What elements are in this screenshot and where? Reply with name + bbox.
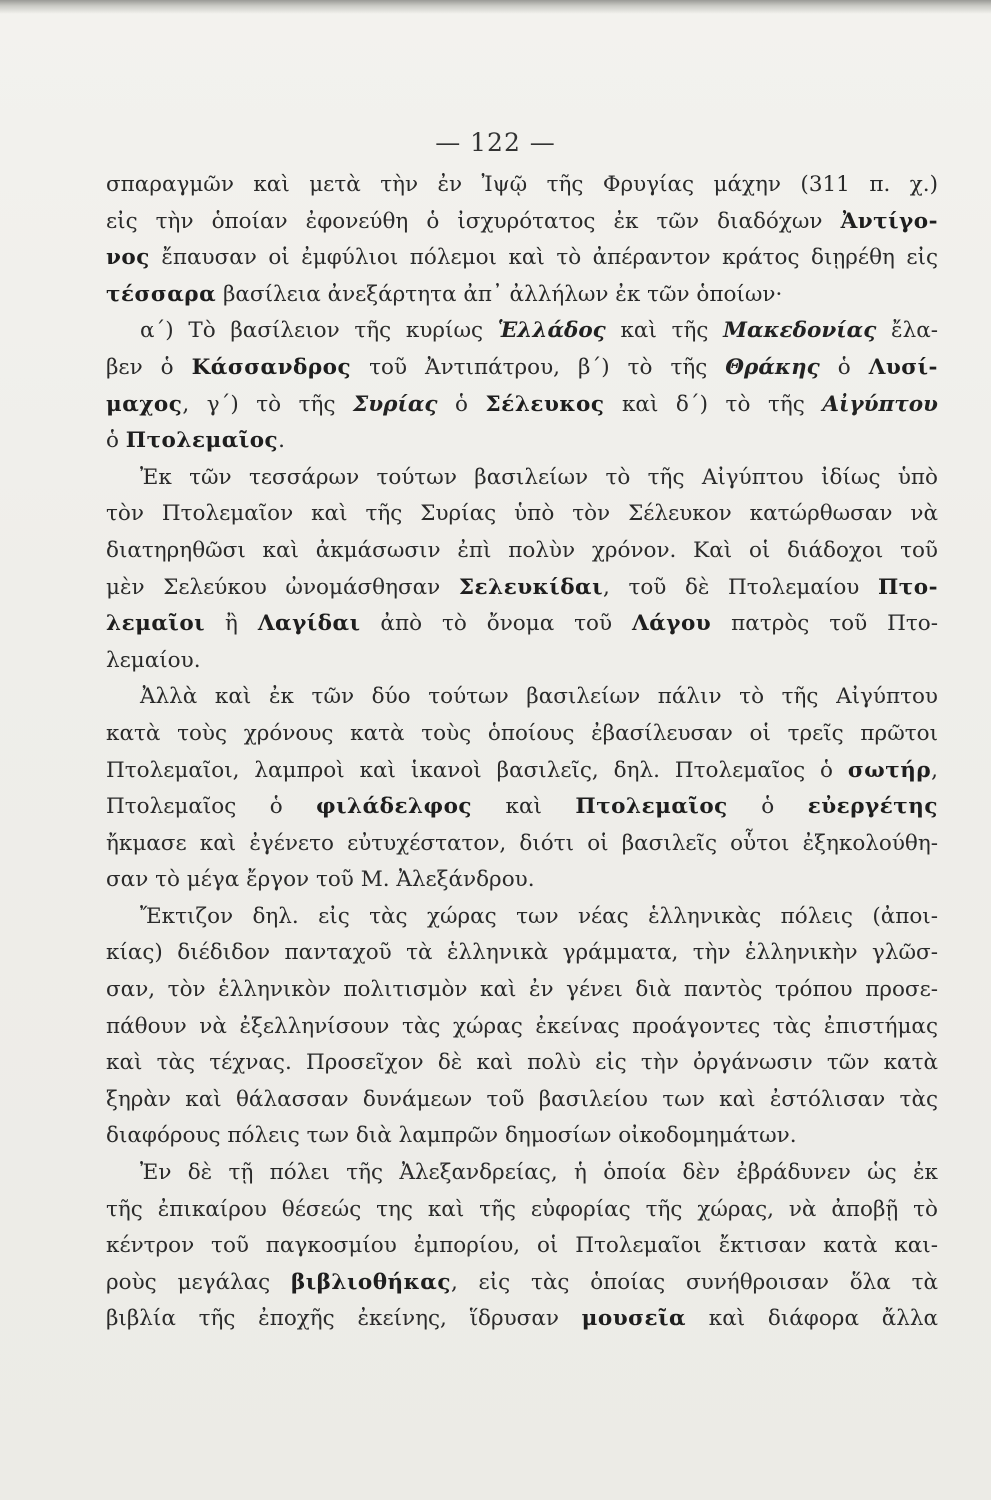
bold-term: μαχος <box>106 391 183 417</box>
text-run: τὸν Πτολεμαῖον καὶ τῆς Συρίας ὑπὸ τὸν Σέλευκον κατώρθωσαν νὰ <box>106 501 938 527</box>
text-run: πάθουν νὰ ἐξελληνίσουν τὰς χώρας ἐκείνας προάγοντες τὰς ἐπιστήμας <box>106 1013 938 1039</box>
bold-term: Λαγίδαι <box>257 611 361 637</box>
body-text <box>106 167 938 1338</box>
text-line <box>106 1155 938 1192</box>
text-line <box>106 1082 938 1119</box>
text-line <box>106 1045 938 1082</box>
text-run: τοῦ Ἀντιπάτρου, β΄) τὸ τῆς <box>351 354 726 380</box>
text-line <box>106 240 938 277</box>
text-run: ροὺς μεγάλας <box>106 1269 291 1295</box>
page-top-edge <box>0 0 991 14</box>
text-run: α΄) Τὸ βασίλειον τῆς κυρίως <box>140 318 498 344</box>
text-run: ὁ <box>727 794 808 820</box>
text-run: , εἰς τὰς ὁποίας συνήθροισαν ὅλα τὰ <box>450 1269 938 1295</box>
bold-term: Λάγου <box>632 611 712 637</box>
text-run: ξηρὰν καὶ θάλασσαν δυνάμεων τοῦ βασιλείου των καὶ ἐστόλισαν τὰς <box>106 1086 938 1112</box>
page-number: — 122 — <box>435 128 556 157</box>
italic-term: Μακεδονίας <box>723 318 877 344</box>
text-line <box>106 313 938 350</box>
text-run: , γ΄) τὸ τῆς <box>182 391 354 417</box>
bold-term: τέσσαρα <box>106 281 217 307</box>
text-run: διαφόρους πόλεις των διὰ λαμπρῶν δημοσίων οἰκοδομημάτων. <box>106 1123 797 1149</box>
text-line <box>106 277 938 314</box>
text-line <box>106 350 938 387</box>
text-line <box>106 167 938 204</box>
text-run: , τοῦ δὲ Πτολεμαίου <box>603 574 878 600</box>
text-line <box>106 570 938 607</box>
text-run: Ἔκτιζον δηλ. εἰς τὰς χώρας των νέας ἑλληνικὰς πόλεις (ἀποι- <box>140 903 938 929</box>
bold-term: μουσεῖα <box>581 1306 687 1332</box>
text-line <box>106 679 938 716</box>
bold-term: Σέλευκος <box>485 391 605 417</box>
italic-term: Συρίας <box>353 391 438 417</box>
text-run: σαν, τὸν ἑλληνικὸν πολιτισμὸν καὶ ἐν γένει διὰ παντὸς τρόπου προσε- <box>106 977 938 1003</box>
text-line <box>106 204 938 241</box>
text-run: καὶ <box>472 794 576 820</box>
text-run: ἤκμασε καὶ ἐγένετο εὐτυχέστατον, διότι οἱ βασιλεῖς οὗτοι ἐξηκολούθη- <box>106 830 938 856</box>
text-run: καὶ τὰς τέχνας. Προσεῖχον δὲ καὶ πολὺ εἰς τὴν ὀργάνωσιν τῶν κατὰ <box>106 1050 938 1076</box>
text-run: βεν ὁ <box>106 354 192 380</box>
text-run: , <box>931 757 938 783</box>
text-line <box>106 1118 938 1155</box>
text-run: μὲν Σελεύκου ὠνομάσθησαν <box>106 574 459 600</box>
text-run: βιβλία τῆς ἐποχῆς ἐκείνης, ἵδρυσαν <box>106 1306 582 1332</box>
text-run: ὁ <box>437 391 486 417</box>
text-line <box>106 899 938 936</box>
bold-term: Πτο- <box>877 574 938 600</box>
paragraph <box>106 460 938 680</box>
text-line <box>106 1192 938 1229</box>
text-line <box>106 533 938 570</box>
text-line <box>106 789 938 826</box>
text-run: ἀπὸ τὸ ὄνομα τοῦ <box>360 611 633 637</box>
text-line <box>106 387 938 424</box>
italic-term: Ἑλλάδος <box>497 318 606 344</box>
paragraph <box>106 899 938 1155</box>
text-run: ὁ <box>106 428 126 454</box>
text-line <box>106 496 938 533</box>
text-line <box>106 1009 938 1046</box>
paragraph <box>106 1155 938 1338</box>
text-line <box>106 1265 938 1302</box>
text-run: λεμαίου. <box>106 647 201 673</box>
paragraph <box>106 679 938 899</box>
text-line <box>106 460 938 497</box>
text-run: κίας) διέδιδον πανταχοῦ τὰ ἑλληνικὰ γράμματα, τὴν ἑλληνικὴν γλῶσ- <box>106 940 938 966</box>
text-line <box>106 935 938 972</box>
text-line <box>106 1301 938 1338</box>
text-run: σπαραγμῶν καὶ μετὰ τὴν ἐν Ἰψῷ τῆς Φρυγίας μάχην (311 π. χ.) <box>106 172 938 197</box>
text-line <box>106 423 938 460</box>
paragraph <box>106 313 938 459</box>
paragraph <box>106 167 938 313</box>
text-run: βασίλεια ἀνεξάρτητα ἀπ᾽ ἀλλήλων ἐκ τῶν ὁποίων· <box>216 281 783 307</box>
text-run: ἔλα- <box>876 318 938 344</box>
text-line <box>106 753 938 790</box>
text-run: καὶ διάφορα ἄλλα <box>686 1306 938 1332</box>
bold-term: Σελευκίδαι <box>458 574 603 600</box>
text-run: Ἀλλὰ καὶ ἐκ τῶν δύο τούτων βασιλείων πάλιν τὸ τῆς Αἰγύπτου <box>140 684 938 710</box>
text-run: εἰς τὴν ὁποίαν ἐφονεύθη ὁ ἰσχυρότατος ἐκ τῶν διαδόχων <box>106 208 841 234</box>
text-line <box>106 1228 938 1265</box>
bold-term: βιβλιοθήκας <box>290 1269 451 1295</box>
bold-term: Πτολεμαῖος <box>575 794 728 820</box>
text-line <box>106 716 938 753</box>
text-run: ὁ <box>819 354 869 380</box>
text-run: ἢ <box>205 611 258 637</box>
bold-term: Πτολεμαῖος <box>125 428 279 454</box>
text-run: διατηρηθῶσι καὶ ἀκμάσωσιν ἐπὶ πολὺν χρόνον. Καὶ οἱ διάδοχοι τοῦ <box>106 537 938 563</box>
italic-term: Αἰγύπτου <box>822 391 938 417</box>
bold-term: Κάσσανδρος <box>191 354 352 380</box>
text-run: τῆς ἐπικαίρου θέσεώς της καὶ τῆς εὐφορίας τῆς χώρας, νὰ ἀποβῇ τὸ <box>106 1196 938 1222</box>
text-run: ἔπαυσαν οἱ ἐμφύλιοι πόλεμοι καὶ τὸ ἀπέραντον κράτος διῃρέθη εἰς <box>149 245 938 271</box>
text-run: κατὰ τοὺς χρόνους κατὰ τοὺς ὁποίους ἐβασίλευσαν οἱ τρεῖς πρῶτοι <box>106 720 938 746</box>
text-run: Πτολεμαῖοι, λαμπροὶ καὶ ἱκανοὶ βασιλεῖς, δηλ. Πτολεμαῖος ὁ <box>106 757 848 783</box>
text-run: . <box>278 428 285 454</box>
text-run: κέντρον τοῦ παγκοσμίου ἐμπορίου, οἱ Πτολεμαῖοι ἔκτισαν κατὰ και- <box>106 1233 938 1259</box>
text-line <box>106 826 938 863</box>
text-line <box>106 972 938 1009</box>
bold-term: σωτήρ <box>847 757 932 783</box>
bold-term: λεμαῖοι <box>106 611 206 637</box>
text-run: Ἐν δὲ τῇ πόλει τῆς Ἀλεξανδρείας, ἡ ὁποία δὲν ἐβράδυνεν ὡς ἐκ <box>140 1160 938 1186</box>
text-line <box>106 643 938 680</box>
bold-term: νος <box>106 245 150 271</box>
bold-term: εὐεργέτης <box>807 794 938 820</box>
italic-term: Θράκης <box>725 354 820 380</box>
text-line <box>106 862 938 899</box>
bold-term: φιλάδελφος <box>316 794 473 820</box>
text-run: πατρὸς τοῦ Πτο- <box>711 611 938 637</box>
bold-term: Λυσί- <box>868 354 938 380</box>
text-run: καὶ τῆς <box>605 318 724 344</box>
text-run: σαν τὸ μέγα ἔργον τοῦ Μ. Ἀλεξάνδρου. <box>106 867 535 893</box>
text-run: Ἐκ τῶν τεσσάρων τούτων βασιλείων τὸ τῆς Αἰγύπτου ἰδίως ὑπὸ <box>140 464 938 490</box>
text-run: Πτολεμαῖος ὁ <box>106 794 317 820</box>
text-run: καὶ δ΄) τὸ τῆς <box>604 391 823 417</box>
bold-term: Ἀντίγο- <box>840 208 938 234</box>
text-line <box>106 606 938 643</box>
